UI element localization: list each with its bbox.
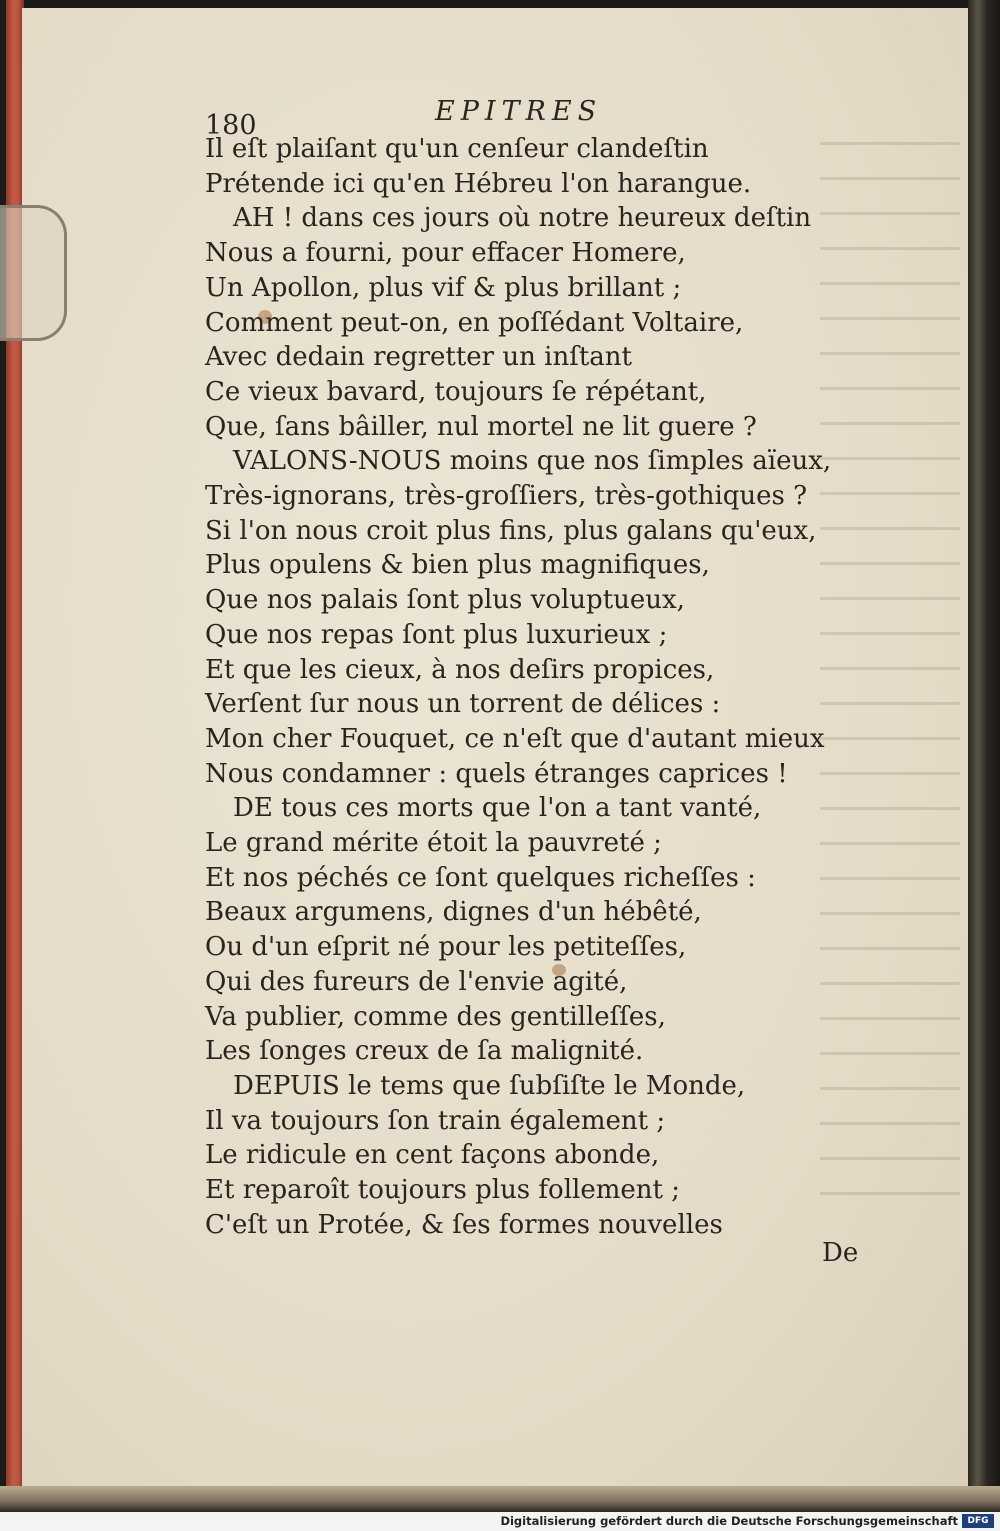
verse-line: Un Apollon, plus vif & plus brillant ; [205,272,682,303]
verse-line: Il va toujours ſon train également ; [205,1105,666,1136]
page-header [205,96,805,141]
verse-line: Prétende ici qu'en Hébreu l'on harangue. [205,168,752,199]
verse-line: Nous a fourni, pour effacer Homere, [205,238,686,269]
show-through-text [820,120,960,1200]
verse-line: Ou d'un eſprit né pour les petiteſſes, [205,932,687,963]
verse-line: VALONS-NOUS moins que nos ſimples aïeux, [233,446,832,477]
verse-line: Le grand mérite étoit la pauvreté ; [205,828,662,859]
verse-line: Que, ſans bâiller, nul mortel ne lit guere ? [205,411,757,442]
dfg-logo: DFG [962,1514,994,1528]
catchword: De [822,1238,859,1268]
verse-line: Va publier, comme des gentilleſſes, [205,1001,666,1032]
digitization-footer [0,1512,1000,1531]
verse-line: Qui des fureurs de l'envie agité, [205,966,628,997]
verse-line: Et nos péchés ce ſont quelques richeſſes : [205,862,756,893]
running-title: EPITRES [435,96,603,127]
verse-line: Très-ignorans, très-groſſiers, très-gothiques ? [205,481,808,512]
verse-line: Comment peut-on, en poſſédant Voltaire, [205,307,744,338]
verse-line: Beaux argumens, dignes d'un hébêté, [205,897,702,928]
verse-line: Et que les cieux, à nos deſirs propices, [205,654,715,685]
verse-line: Que nos palais ſont plus voluptueux, [205,585,685,616]
page-number: 180 [205,110,257,141]
book-edge-right [968,0,1000,1512]
verse-line: Ce vieux bavard, toujours ſe répétant, [205,376,707,407]
verse-line: Mon cher Fouquet, ce n'eſt que d'autant mieux [205,723,825,754]
verse-line: DEPUIS le tems que ſubſiſte le Monde, [233,1070,746,1101]
funding-credit: Digitalisierung gefördert durch die Deutsche Forschungsgemeinschaft [500,1514,958,1528]
verse-line: Plus opulens & bien plus magnifiques, [205,550,710,581]
verse-line: DE tous ces morts que l'on a tant vanté, [233,793,762,824]
verse-line: AH ! dans ces jours où notre heureux deſtin [233,203,812,234]
page-clip [0,205,67,341]
verse-line: Le ridicule en cent façons abonde, [205,1140,660,1171]
book-edge-bottom [0,1486,1000,1512]
verse-line: Les ſonges creux de ſa malignité. [205,1036,644,1067]
verse-line: Si l'on nous croit plus fins, plus galans qu'eux, [205,515,817,546]
verse-line: Nous condamner : quels étranges caprices ! [205,758,788,789]
verse-line: Il eſt plaiſant qu'un cenſeur clandeſtin [205,134,709,164]
verse-line: Que nos repas ſont plus luxurieux ; [205,619,668,650]
verse-line: Et reparoît toujours plus follement ; [205,1175,680,1206]
verse-line: C'eſt un Protée, & ſes formes nouvelles [205,1209,723,1240]
verse-line: Verſent ſur nous un torrent de délices : [205,689,721,720]
poem-text [205,132,832,1243]
verse-line: Avec dedain regretter un inſtant [205,342,632,373]
